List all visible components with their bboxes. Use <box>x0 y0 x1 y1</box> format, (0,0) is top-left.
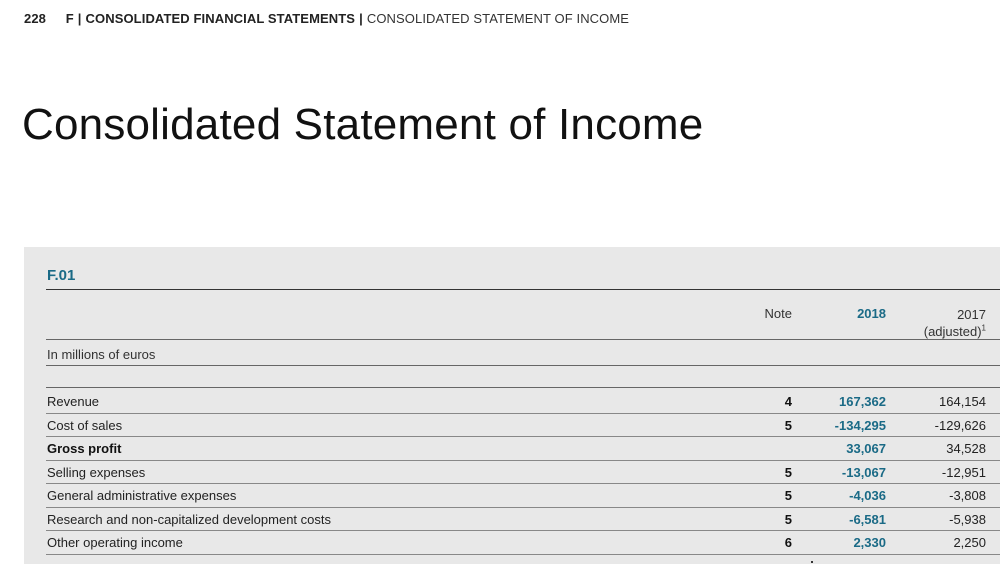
row-note: 5 <box>784 511 792 527</box>
header-separator: | <box>359 11 363 26</box>
table-row <box>46 414 1000 438</box>
column-header-2018: 2018 <box>857 306 886 321</box>
page-number: 228 <box>24 11 46 26</box>
stray-mark <box>811 561 813 563</box>
row-note: 6 <box>784 535 792 550</box>
row-value-2018: 33,067 <box>846 441 886 456</box>
section-title: CONSOLIDATED FINANCIAL STATEMENTS <box>85 11 356 26</box>
row-value-2018: 2,330 <box>853 535 886 550</box>
divider <box>46 387 1000 388</box>
row-value-2017: -3,808 <box>949 488 986 503</box>
row-note: 4 <box>784 394 792 409</box>
running-header <box>24 11 629 26</box>
divider <box>46 339 1000 340</box>
page-title: Consolidated Statement of Income <box>22 100 704 149</box>
row-note: 5 <box>784 417 792 433</box>
divider <box>46 365 1000 366</box>
row-value-2017: 2,250 <box>953 535 986 550</box>
row-value-2018: -13,067 <box>841 464 886 480</box>
row-label: Selling expenses <box>47 464 146 480</box>
column-header-2017-year: 2017 <box>957 307 986 322</box>
row-value-2017: 164,154 <box>939 394 986 409</box>
table-row-subtotal <box>46 437 1000 461</box>
row-label: Gross profit <box>47 441 122 456</box>
row-value-2017: -129,626 <box>934 417 986 433</box>
table-row <box>46 531 1000 555</box>
row-label: Research and non-capitalized development costs <box>47 511 332 527</box>
row-note: 5 <box>784 464 792 480</box>
row-label: Revenue <box>47 394 100 409</box>
row-value-2018: -6,581 <box>849 511 886 527</box>
section-letter: F <box>65 11 74 26</box>
table-row <box>46 461 1000 485</box>
units-label: In millions of euros <box>47 347 156 362</box>
row-label: Other operating income <box>47 535 183 550</box>
row-value-2017: -12,951 <box>941 464 986 480</box>
table-row <box>46 508 1000 532</box>
row-value-2017: 34,528 <box>946 441 986 456</box>
subsection-title: CONSOLIDATED STATEMENT OF INCOME <box>366 11 630 26</box>
row-label: General administrative expenses <box>47 488 237 503</box>
row-label: Cost of sales <box>47 417 123 433</box>
row-value-2018: -4,036 <box>849 488 886 503</box>
income-statement-table <box>24 247 1000 564</box>
figure-id: F.01 <box>47 267 76 284</box>
table-body <box>46 390 1000 555</box>
table-row <box>46 484 1000 508</box>
column-header-note: Note <box>764 306 792 321</box>
row-note: 5 <box>784 488 792 503</box>
column-header-2017-sub: (adjusted) <box>923 324 982 339</box>
row-value-2018: 167,362 <box>839 394 886 409</box>
divider <box>46 289 1000 290</box>
header-separator: | <box>77 11 82 26</box>
column-header-2017 <box>898 306 986 340</box>
row-value-2018: -134,295 <box>834 417 886 433</box>
row-value-2017: -5,938 <box>949 511 986 527</box>
footnote-marker: 1 <box>981 323 986 333</box>
table-row <box>46 390 1000 414</box>
